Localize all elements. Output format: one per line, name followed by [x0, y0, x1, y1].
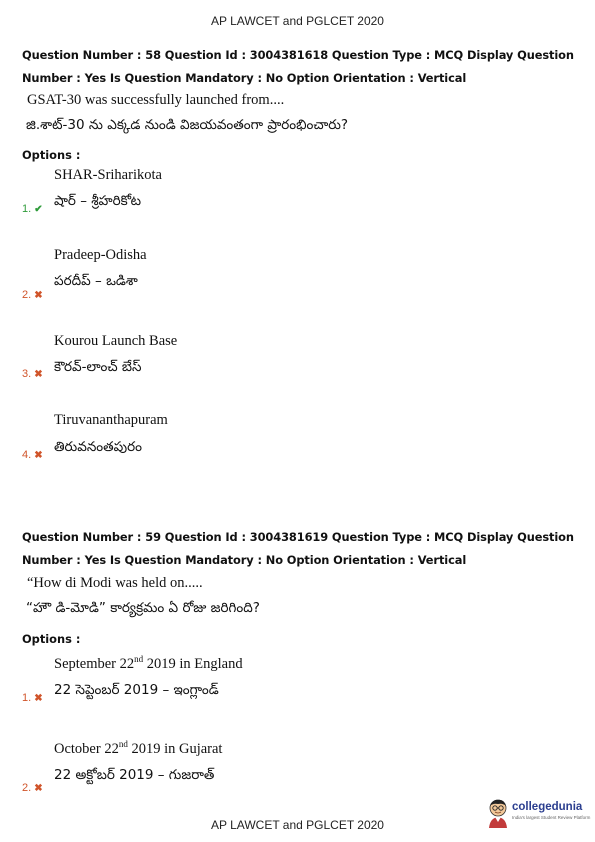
cross-icon: ✖: [34, 783, 43, 794]
question-meta-line1: Question Number : 58 Question Id : 3004381618 Question Type : MCQ Display Question: [22, 48, 574, 62]
collegedunia-logo: [485, 798, 591, 830]
question-58-meta: [22, 44, 582, 90]
question-58-text-en: GSAT-30 was successfully launched from....: [27, 92, 285, 108]
option-1-en: September 22nd 2019 in England: [54, 654, 243, 672]
option-2-en: Pradeep-Odisha: [54, 247, 147, 263]
option-4-en: Tiruvananthapuram: [54, 412, 168, 428]
student-avatar-icon: [485, 798, 511, 828]
option-1-en: SHAR-Sriharikota: [54, 167, 162, 183]
cross-icon: ✖: [34, 450, 43, 461]
option-2-te: 22 అక్టోబర్ 2019 – గుజరాత్: [54, 767, 215, 783]
cross-icon: ✖: [34, 369, 43, 380]
question-59-meta: [22, 526, 582, 572]
option-3-number: 3. ✖: [22, 368, 43, 380]
cross-icon: ✖: [34, 693, 43, 704]
logo-tagline: India's largest Student Review Platform: [512, 815, 591, 820]
logo-wordmark: collegedunia: [512, 801, 583, 813]
page-header: AP LAWCET and PGLCET 2020: [211, 14, 384, 28]
question-59-text-te: “హౌ డి-మోడి” కార్యక్రమం ఏ రోజు జరిగింది?: [26, 600, 260, 616]
options-label: Options :: [22, 632, 81, 646]
question-58-text-te: జి.శాట్-30 ను ఎక్కడ నుండి విజయవంతంగా ప్రారంభించారు?: [26, 117, 349, 133]
option-1-te: 22 సెప్టెంబర్ 2019 – ఇంగ్లాండ్: [54, 682, 219, 698]
question-meta-line2: Number : Yes Is Question Mandatory : No Option Orientation : Vertical: [22, 553, 467, 567]
page-footer: AP LAWCET and PGLCET 2020: [211, 818, 384, 832]
option-2-number: 2. ✖: [22, 289, 43, 301]
option-2-te: పరదీప్ – ఒడిశా: [54, 273, 138, 289]
option-4-number: 4. ✖: [22, 449, 43, 461]
option-4-te: తిరువనంతపురం: [54, 439, 142, 455]
option-1-number: 1. ✔: [22, 203, 43, 215]
option-1-number: 1. ✖: [22, 692, 43, 704]
option-3-te: కౌరవ్-లాంచ్ బేస్: [54, 359, 142, 375]
option-3-en: Kourou Launch Base: [54, 333, 178, 349]
question-meta-line1: Question Number : 59 Question Id : 3004381619 Question Type : MCQ Display Question: [22, 530, 574, 544]
cross-icon: ✖: [34, 290, 43, 301]
option-2-en: October 22nd 2019 in Gujarat: [54, 739, 223, 757]
options-label: Options :: [22, 148, 81, 162]
check-icon: ✔: [34, 204, 43, 215]
question-59-text-en: “How di Modi was held on.....: [27, 575, 203, 591]
question-meta-line2: Number : Yes Is Question Mandatory : No Option Orientation : Vertical: [22, 71, 467, 85]
option-2-number: 2. ✖: [22, 782, 43, 794]
option-1-te: షార్ – శ్రీహరికోట: [54, 193, 142, 209]
